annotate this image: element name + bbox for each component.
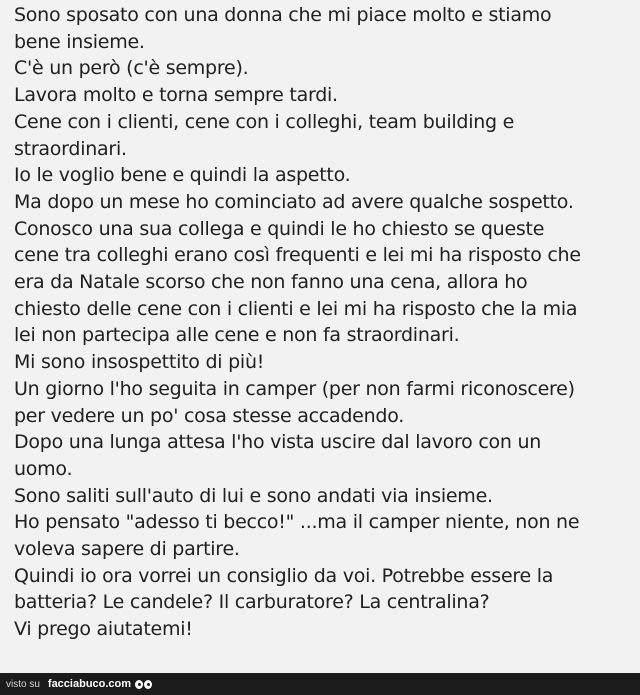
post-line: batteria? Le candele? Il carburatore? La centralina? bbox=[14, 591, 490, 614]
post-line: Ho pensato "adesso ti becco!" ...ma il camper niente, non ne bbox=[14, 511, 580, 534]
post-line: Quindi io ora vorrei un consiglio da voi. Potrebbe essere la bbox=[14, 564, 554, 587]
post-line: chiesto delle cene con i clienti e lei mi ha risposto che la mia bbox=[14, 297, 578, 320]
post-line: cene tra colleghi erano così frequenti e lei mi ha risposto che bbox=[14, 244, 581, 267]
post-line: bene insieme. bbox=[14, 30, 145, 53]
post-line: Mi sono insospettito di più! bbox=[14, 351, 265, 374]
post-line: era da Natale scorso che non fanno una cena, allora ho bbox=[14, 271, 528, 294]
post-text bbox=[14, 2, 630, 643]
visto-su-label: visto su bbox=[6, 678, 40, 690]
post-line: lei non partecipa alle cene e non fa straordinari. bbox=[14, 324, 460, 347]
post-line: Sono saliti sull'auto di lui e sono andati via insieme. bbox=[14, 484, 493, 507]
post-line: Un giorno l'ho seguita in camper (per non farmi riconoscere) bbox=[14, 377, 575, 400]
site-brand-link[interactable]: facciabuco.com bbox=[47, 678, 132, 690]
left-eye-icon bbox=[135, 680, 143, 689]
post-line: uomo. bbox=[14, 457, 73, 480]
post-line: Io le voglio bene e quindi la aspetto. bbox=[14, 164, 351, 187]
post-line: Vi prego aiutatemi! bbox=[14, 618, 193, 641]
post-line: voleva sapere di partire. bbox=[14, 538, 240, 561]
post-line: per vedere un po' cosa stesse accadendo. bbox=[14, 404, 405, 427]
post-line: Conosco una sua collega e quindi le ho chiesto se queste bbox=[14, 217, 545, 240]
watermark-footer bbox=[0, 673, 640, 695]
right-eye-icon bbox=[144, 680, 152, 689]
post-line: straordinari. bbox=[14, 137, 127, 160]
post-line: Sono sposato con una donna che mi piace molto e stiamo bbox=[14, 4, 552, 26]
post-line: Dopo una lunga attesa l'ho vista uscire dal lavoro con un bbox=[14, 431, 542, 454]
post-line: Lavora molto e torna sempre tardi. bbox=[14, 84, 338, 107]
eyes-logo-icon bbox=[135, 680, 152, 689]
post-line: C'è un però (c'è sempre). bbox=[14, 57, 249, 80]
post-line: Ma dopo un mese ho cominciato ad avere qualche sospetto. bbox=[14, 190, 574, 213]
post-line: Cene con i clienti, cene con i colleghi, team building e bbox=[14, 110, 515, 133]
